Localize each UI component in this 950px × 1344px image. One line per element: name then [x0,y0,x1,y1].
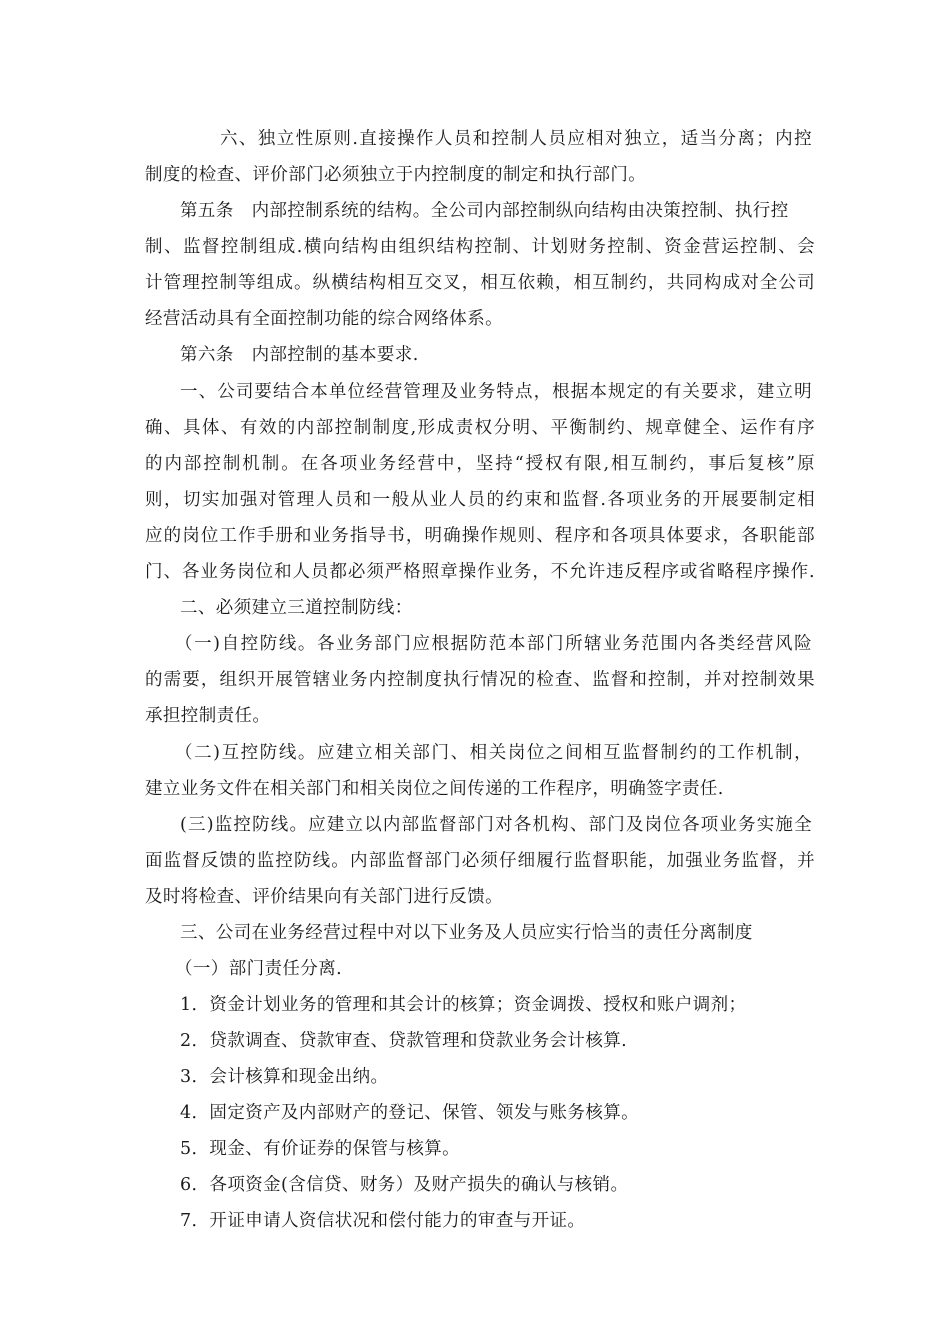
list-item: 6．各项资金(含信贷、财务）及财产损失的确认与核销。 [180,1175,629,1195]
paragraph-line: 的内部控制机制。在各项业务经营中，坚持“授权有限,相互制约，事后复核”原 [145,454,815,474]
paragraph-line: 制度的检查、评价部门必须独立于内控制度的制定和执行部门。 [145,165,647,185]
paragraph-line: 应的岗位工作手册和业务指导书，明确操作规则、程序和各项具体要求，各职能部 [145,526,815,546]
paragraph-line: 建立业务文件在相关部门和相关岗位之间传递的工作程序，明确签字责任. [145,779,724,799]
list-item: 4．固定资产及内部财产的登记、保管、领发与账务核算。 [180,1103,640,1123]
paragraph-line: 则，切实加强对管理人员和一般从业人员的约束和监督.各项业务的开展要制定相 [145,490,815,510]
paragraph-line: （一）部门责任分离. [175,959,343,979]
paragraph-line: 制、监督控制组成.横向结构由组织结构控制、计划财务控制、资金营运控制、会 [145,237,815,257]
list-item: 1．资金计划业务的管理和其会计的核算；资金调拨、授权和账户调剂； [180,995,747,1015]
paragraph-line: 经营活动具有全面控制功能的综合网络体系。 [145,309,503,329]
list-item: 7．开证申请人资信状况和偿付能力的审查与开证。 [180,1211,586,1231]
paragraph-line: 三、公司在业务经营过程中对以下业务及人员应实行恰当的责任分离制度 [180,923,753,943]
paragraph-line: （二)互控防线。应建立相关部门、相关岗位之间相互监督制约的工作机制， [175,743,812,763]
list-item: 5．现金、有价证券的保管与核算。 [180,1139,461,1159]
article-heading-line: 第六条 内部控制的基本要求. [180,345,419,365]
paragraph-line: 确、具体、有效的内部控制制度,形成责权分明、平衡制约、规章健全、运作有序 [145,418,815,438]
list-item: 3．会计核算和现金出纳。 [180,1067,389,1087]
paragraph-line: （一)自控防线。各业务部门应根据防范本部门所辖业务范围内各类经营风险 [175,634,812,654]
paragraph-line: 承担控制责任。 [145,706,271,726]
paragraph-line: 计管理控制等组成。纵横结构相互交叉，相互依赖，相互制约，共同构成对全公司 [145,273,815,293]
paragraph-line: 门、各业务岗位和人员都必须严格照章操作业务，不允许违反程序或省略程序操作. [145,562,815,582]
paragraph-line: 面监督反馈的监控防线。内部监督部门必须仔细履行监督职能，加强业务监督，并 [145,851,815,871]
list-item: 2．贷款调查、贷款审查、贷款管理和贷款业务会计核算. [180,1031,628,1051]
paragraph-line: 的需要，组织开展管辖业务内控制度执行情况的检查、监督和控制，并对控制效果 [145,670,815,690]
article-heading-line: 第五条 内部控制系统的结构。全公司内部控制纵向结构由决策控制、执行控 [180,201,789,221]
paragraph-line: 一、公司要结合本单位经营管理及业务特点，根据本规定的有关要求，建立明 [180,382,812,402]
paragraph-line: 六、独立性原则.直接操作人员和控制人员应相对独立，适当分离；内控 [220,129,812,149]
paragraph-line: 二、必须建立三道控制防线： [180,598,413,618]
paragraph-line: 及时将检查、评价结果向有关部门进行反馈。 [145,887,503,907]
paragraph-line: (三)监控防线。应建立以内部监督部门对各机构、部门及岗位各项业务实施全 [180,815,812,835]
